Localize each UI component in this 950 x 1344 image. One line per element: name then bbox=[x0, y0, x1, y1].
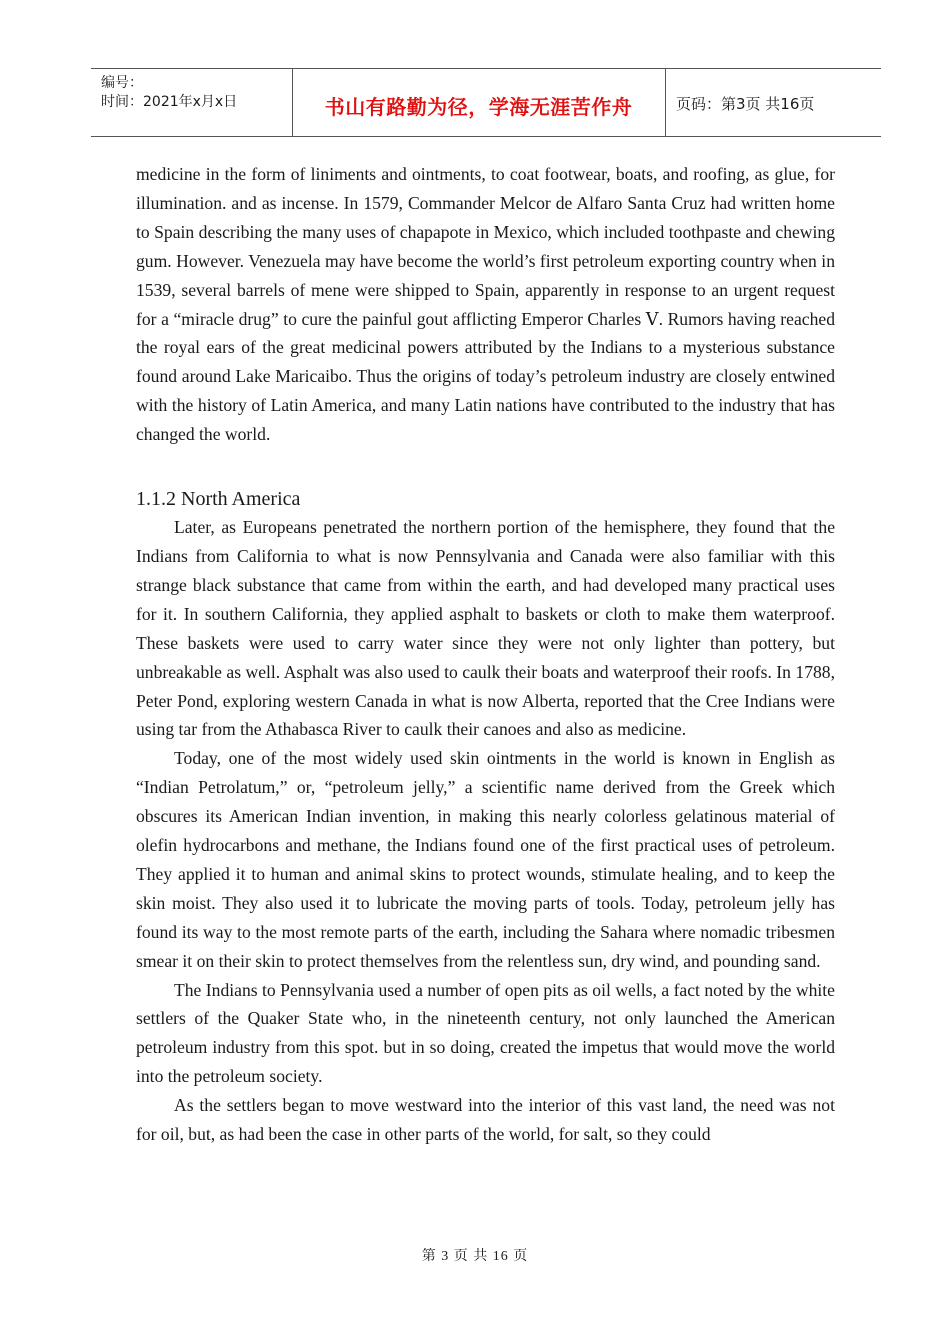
document-number-label: 编号： bbox=[101, 75, 143, 91]
paragraph: Later, as Europeans penetrated the northern portion of the hemisphere, they found that the Indians from California to what is now Pennsylvania and Canada were also familiar with this strange black substance that came from within the earth, and had developed many practical uses for it. In southern California, they applied asphalt to baskets or cloth to make them waterproof. These baskets were used to carry water since they were not only lighter than pottery, but unbreakable as well. Asphalt was also used to caulk their boats and waterproof their roofs. In 1788, Peter Pond, exploring western Canada in what is now Alberta, reported that the Cree Indians were using tar from the Athabasca River to caulk their canoes and also as medicine. bbox=[136, 517, 835, 740]
page-header bbox=[91, 68, 881, 137]
page-footer: 第 3 页 共 16 页 bbox=[421, 1249, 529, 1264]
header-meta-cell bbox=[91, 69, 293, 136]
header-page-info: 页码：第3页 共16页 bbox=[676, 95, 815, 113]
paragraph: Today, one of the most widely used skin ointments in the world is known in English as “Indian Petrolatum,” or, “petroleum jelly,” a scientific name derived from the Greek which obscures its American Indian invention, in making this nearly colorless gelatinous material of olefin hydrocarbons and methane, the Indians found one of the first practical uses of petroleum. They applied it to human and animal skins to protect wounds, stimulate healing, and to keep the skin moist. They also used it to lubricate the moving parts of tools. Today, petroleum jelly has found its way to the most remote parts of the earth, including the Sahara where nomadic tribesmen smear it on their skin to protect themselves from the relentless sun, dry wind, and pounding sand. bbox=[136, 748, 835, 971]
header-slogan: 书山有路勤为径，学海无涯苦作舟 bbox=[324, 95, 633, 119]
document-body bbox=[136, 160, 835, 1149]
header-page-cell bbox=[666, 69, 881, 136]
header-slogan-cell bbox=[292, 69, 666, 136]
paragraph: As the settlers began to move westward into the interior of this vast land, the need was not for oil, but, as had been the case in other parts of the world, for salt, so they could bbox=[136, 1095, 835, 1145]
paragraph-continued: medicine in the form of liniments and ointments, to coat footwear, boats, and roofing, as glue, for illumination. and as incense. In 1579, Commander Melcor de Alfaro Santa Cruz had written home to Spain describing the many uses of chapapote in Mexico, which included toothpaste and chewing gum. However. Venezuela may have become the world’s first petroleum exporting country when in 1539, several barrels of mene were shipped to Spain, apparently in response to an urgent request for a “miracle drug” to cure the painful gout afflicting Emperor Charles Ⅴ. Rumors having reached the royal ears of the great medicinal powers attributed by the Indians to a mysterious substance found around Lake Maricaibo. Thus the origins of today’s petroleum industry are closely entwined with the history of Latin America, and many Latin nations have contributed to the industry that has changed the world. bbox=[136, 164, 835, 445]
section-heading: 1.1.2 North America bbox=[136, 488, 301, 511]
document-time-label: 时间：2021年x月x日 bbox=[101, 94, 238, 110]
paragraph: The Indians to Pennsylvania used a number of open pits as oil wells, a fact noted by the white settlers of the Quaker State who, in the nineteenth century, not only launched the American petroleum industry from this spot. but in so doing, created the impetus that would move the world into the petroleum society. bbox=[136, 979, 835, 1087]
